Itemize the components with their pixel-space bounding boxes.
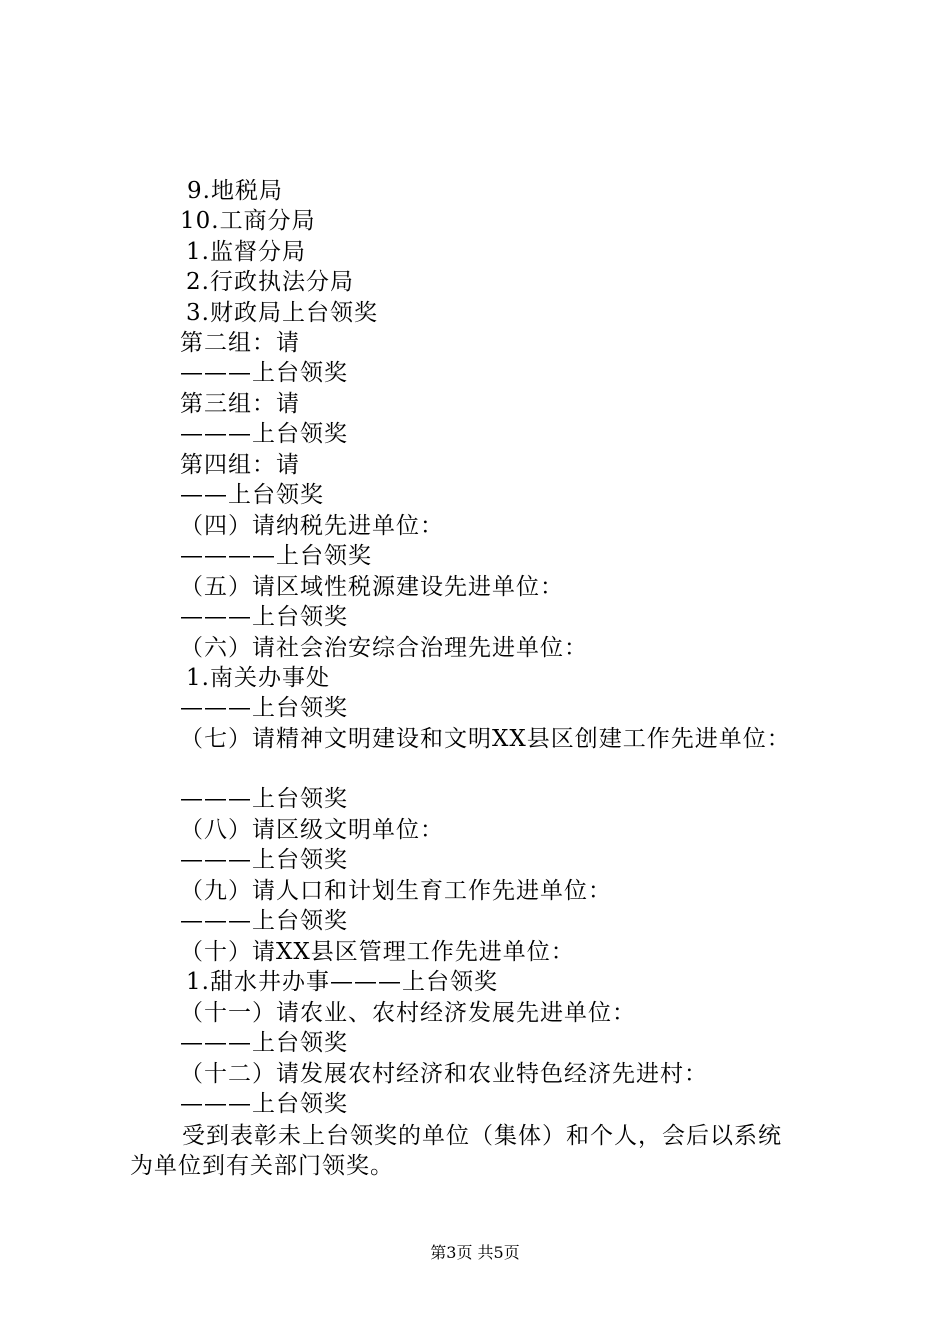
section-heading: （十一）请农业、农村经济发展先进单位： (180, 1000, 636, 1026)
award-line: ———上台领奖 (180, 1030, 348, 1056)
section-heading: （十）请XX县区管理工作先进单位： (180, 939, 575, 965)
list-item: 1.甜水井办事———上台领奖 (186, 969, 498, 995)
section-heading: （七）请精神文明建设和文明XX县区创建工作先进单位： (180, 726, 791, 752)
award-line: ————上台领奖 (180, 543, 372, 569)
closing-paragraph (130, 1121, 840, 1181)
award-line: ———上台领奖 (180, 421, 348, 447)
page-footer: 第3页 共5页 (430, 1243, 520, 1262)
group-heading: 第三组：请 (180, 391, 300, 417)
award-line: ———上台领奖 (180, 908, 348, 934)
award-line: ———上台领奖 (180, 847, 348, 873)
section-heading: （四）请纳税先进单位： (180, 513, 444, 539)
section-heading: （十二）请发展农村经济和农业特色经济先进村： (180, 1061, 708, 1087)
closing-line-2: 为单位到有关部门领奖。 (130, 1153, 394, 1179)
group-heading: 第四组：请 (180, 452, 300, 478)
award-line: ———上台领奖 (180, 604, 348, 630)
award-line: ——上台领奖 (180, 482, 324, 508)
award-line: ———上台领奖 (180, 360, 348, 386)
list-item: 1.监督分局 (186, 239, 306, 265)
section-heading: （五）请区域性税源建设先进单位： (180, 574, 564, 600)
list-item: 10.工商分局 (180, 208, 316, 234)
award-line: ———上台领奖 (180, 695, 348, 721)
award-line: ———上台领奖 (180, 786, 348, 812)
list-item: 3.财政局上台领奖 (186, 300, 378, 326)
section-heading: （八）请区级文明单位： (180, 817, 444, 843)
list-item: 1.南关办事处 (186, 665, 330, 691)
award-line: ———上台领奖 (180, 1091, 348, 1117)
closing-line-1: 受到表彰未上台领奖的单位（集体）和个人，会后以系统 (182, 1123, 782, 1149)
section-heading: （九）请人口和计划生育工作先进单位： (180, 878, 612, 904)
list-item: 2.行政执法分局 (186, 269, 354, 295)
group-heading: 第二组：请 (180, 330, 300, 356)
section-heading: （六）请社会治安综合治理先进单位： (180, 635, 588, 661)
list-item: 9.地税局 (187, 178, 283, 204)
